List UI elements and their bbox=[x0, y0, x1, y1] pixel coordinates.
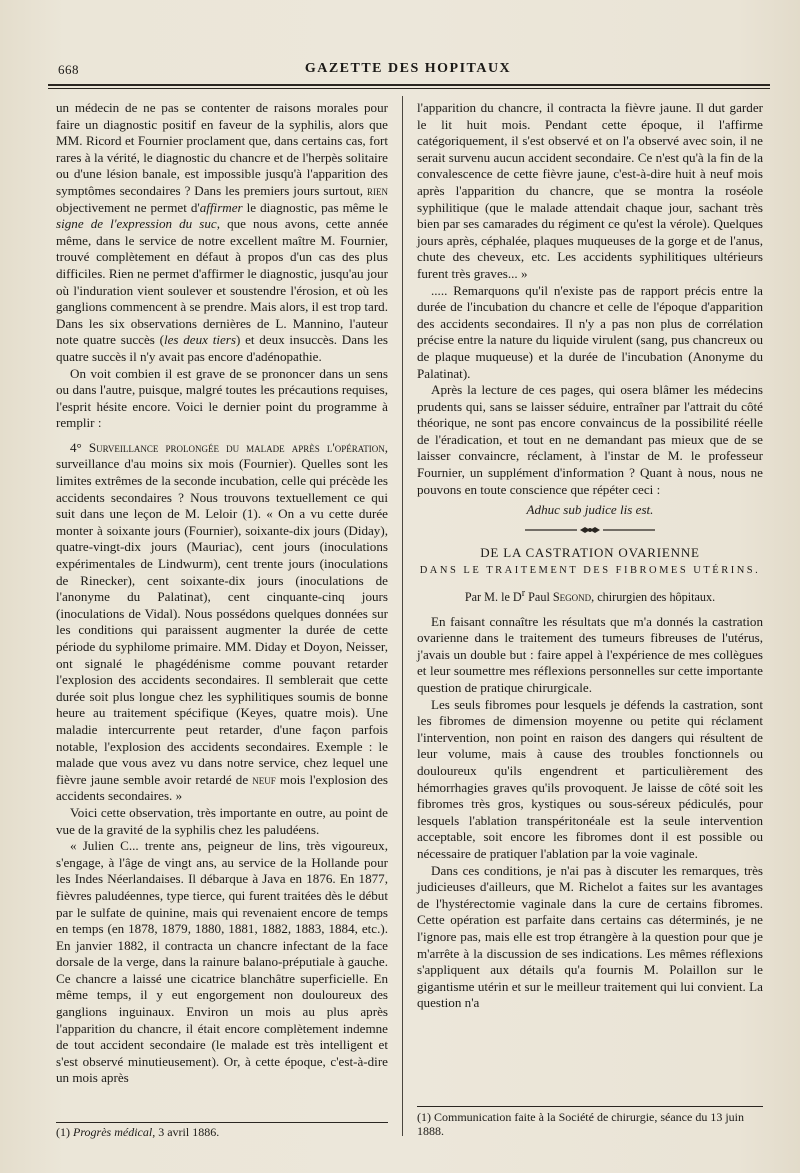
byline-suffix: , chirurgien des hôpitaux. bbox=[591, 590, 716, 605]
paragraph: « Julien C... trente ans, peigneur de lins, très vigoureux, s'engage, à l'âge de vingt ans, au service de la Hollande pour les Indes Néerlandaises. Il débarque à Java en 1876. En 1877, fièvres paludéennes, type tierce, qui furent traitées dès le début par le sulfate de quinine, mais qui revenaient encore de temps en temps (en 1878, 1879, 1880, 1881, 1882, 1883, 1884, etc.). En janvier 1882, il contracta un chancre infectant de la face dorsale de la verge, dans la rainure balano-préputiale à gauche. Ce chancre a laissé une cicatrice blanchâtre superficielle. En même temps, il y eut engorgement non douloureux des ganglions inguinaux. Environ un mois au plus après l'apparition du chancre, il était encore complètement indemne de tout accident secondaire (le malade est très intelligent et s'est observé minutieusement). Or, à cette époque, c'est-à-dire un mois après bbox=[56, 838, 388, 1086]
text-run: ) et deux insuccès. Dans les quatre succès il n'y avait pas encore d'adénopathie. bbox=[56, 332, 388, 364]
italic-phrase: signe de l'expression du suc bbox=[56, 216, 217, 232]
left-column bbox=[56, 100, 388, 1087]
page-header bbox=[48, 58, 768, 82]
article-byline bbox=[417, 586, 763, 606]
footnote-source: Progrès médical bbox=[73, 1125, 153, 1139]
signoff: Adhuc sub judice lis est. bbox=[526, 502, 654, 518]
text-run: un médecin de ne pas se contenter de raisons morales pour faire un diagnostic positif en faveur de la syphilis, alors que MM. Ricord et Fournier proclament que, dans certains cas, fort rares à la vérité, le diagnostic du chancre et de l'herpès solitaire ou d'une lésion banale, est impossible jusqu'à l'apparition des symptômes secondaires ? Dans les premiers jours surtout, bbox=[56, 100, 388, 198]
byline-superscript: r bbox=[521, 588, 526, 600]
small-caps-word: neuf bbox=[252, 771, 276, 787]
paragraph: ..... Remarquons qu'il n'existe pas de rapport précis entre la durée de l'incubation du chancre et celle de l'époque d'apparition des accidents secondaires. Il n'y a pas non plus de corrélation précise entre la nature du liquide virulent (sang, pus chancreux ou de plaque muqueuse) et la durée de l'incubation (Anonyme du Palatinat). bbox=[417, 282, 763, 381]
text-run: surveillance d'au moins six mois (Fournier). Quelles sont les limites extrêmes de la seconde incubation, celle qui précède les accidents secondaires ? Nous trouvons textuellement ce qui suit dans une leçon de M. Leloir (1). « On a vu cette durée monter à soixante jours (Fournier), soixante-dix jours (Diday), quatre-vingt-dix jours (Mauriac), cent jours (inoculations expérimentales de Lindwurm), cent trente jours (inoculations de Rinecker), cent soixante-dix jours (inoculations de l'anonyme du Palatinat), cent cinquante-cinq jours (inoculations de Vidal). Nous possédons quelques données sur les conditions qui paraissent augmenter la durée de cette période du syphilome primaire. MM. Diday et Doyon, Neisser, ont signalé le phagédénisme comme pouvant retarder l'explosion des accidents secondaires. Il semblerait que cette durée soit plus longue chez les syphilitiques soumis de bonne heure au traitement spécifique (Keyes, quatre mois). Une maladie intercurrente peut retarder, d'une façon parfois notable, l'explosion des accidents secondaires. Exemple : le malade que vous avez vu dans notre service, chez lequel une fièvre jaune semble avoir retardé de bbox=[56, 456, 388, 787]
running-title: GAZETTE DES HOPITAUX bbox=[304, 61, 512, 76]
section-heading-inline: 4° Surveillance prolongée du malade après l'opération, bbox=[70, 439, 388, 455]
paragraph: On voit combien il est grave de se prononcer dans un sens ou dans l'autre, puisque, malgré toutes les précautions requises, l'esprit hésite encore. Voici le dernier point du programme à remplir : bbox=[56, 365, 388, 431]
paragraph bbox=[56, 100, 388, 366]
paragraph: En faisant connaître les résultats que m'a donnés la castration ovarienne dans le traitement des tumeurs fibreuses de l'utérus, j'avais un double but : faire appel à l'expérience de mes collègues et leur soumettre mes réflexions personnelles sur cette importante question de pratique chirurgicale. bbox=[417, 613, 763, 696]
right-column bbox=[417, 100, 763, 1012]
paragraph bbox=[56, 440, 388, 805]
paragraph: Les seuls fibromes pour lesquels je défends la castration, sont les fibromes de dimension moyenne ou petite qui réclament l'intervention, non point en raison des dangers qui résultent de leur volume, mais à cause des troubles fonctionnels ou douloureux qu'ils engendrent et particulièrement des hémorrhagies graves qu'ils provoquent. Je laisse de côté soit les fibromes très gros, kystiques ou sous-séreux pédiculés, pour lesquels l'ablation transpéritonéale est la seule intervention acceptable, soit encore les fibromes dont il est possible ou nécessaire de pratiquer l'ablation par la voie vaginale. bbox=[417, 696, 763, 861]
footnote-date: , 3 avril 1886. bbox=[152, 1125, 220, 1139]
italic-phrase: les deux tiers bbox=[163, 332, 236, 348]
byline-first-name: Paul bbox=[525, 590, 553, 605]
paragraph: Après la lecture de ces pages, qui osera blâmer les médecins prudents qui, sans se laisser séduire, entraîner par l'attrait du côté théorique, ne sont pas encore convaincus de la possibilité réelle de l'éradication, et tout en ne demandant pas mieux que de se laisser convaincre, réclament, à l'instar de M. le professeur Fournier, un supplément d'information ? Quant à nous, nous ne pouvons en toute conscience que répéter ceci : bbox=[417, 382, 763, 497]
footnote-left bbox=[56, 1125, 388, 1140]
header-rule-thin bbox=[48, 88, 770, 89]
header-rule bbox=[48, 84, 770, 86]
column-divider bbox=[402, 96, 403, 1136]
paragraph: Dans ces conditions, je n'ai pas à discuter les remarques, très judicieuses d'ailleurs, que M. Richelot a faites sur les avantages de l'hystérectomie vaginale dans la cure de certains fibromes. Cette opération est parfaite dans certains cas déterminés, je ne l'ignore pas, mais elle est trop étrangère à la question pour que je m'arrête à la discussion de ses indications. Les mêmes réflexions s'appliquent aux détails qu'a fournis M. Polaillon sur le gigantisme utérin et sur le meilleur traitement qui lui convient. La question n'a bbox=[417, 862, 763, 1011]
text-run: objectivement ne permet d' bbox=[56, 199, 200, 215]
article-subtitle: DANS LE TRAITEMENT DES FIBROMES UTÉRINS. bbox=[419, 565, 761, 577]
paragraph: Voici cette observation, très importante en outre, au point de vue de la gravité de la syphilis chez les paludéens. bbox=[56, 804, 388, 837]
byline-prefix: Par M. le D bbox=[464, 590, 522, 605]
article-title: DE LA CASTRATION OVARIENNE bbox=[480, 544, 700, 560]
page-number: 668 bbox=[58, 62, 79, 77]
italic-word: affirmer bbox=[199, 199, 243, 215]
footnote-rule bbox=[417, 1106, 763, 1107]
footnote-right: (1) Communication faite à la Société de chirurgie, séance du 13 juin 1888. bbox=[417, 1110, 745, 1138]
small-caps-word: rien bbox=[366, 182, 388, 198]
byline-surname: Segond bbox=[552, 590, 592, 605]
footnote-number: (1) bbox=[56, 1125, 73, 1139]
text-run: le diagnostic, pas même le bbox=[242, 199, 388, 215]
text-run: , que nous avons, cette année même, dans le service de notre excellent maître M. Fournier, trouvé complètement en défaut à propos d'un cas des plus difficiles. Rien ne permet d'affirmer le diagnostic, jusqu'au jour où l'induration vient soulever et soustendre l'érosion, et où les ganglions commencent à se prendre. Mais alors, il est trop tard. Dans les six observations dernières de L. Mannino, l'auteur note quatre succès ( bbox=[56, 216, 389, 348]
paragraph: l'apparition du chancre, il contracta la fièvre jaune. Il dut garder le lit huit mois. Pendant cette époque, il l'affirme catégoriquement, il s'est observé et on l'a observé avec soin, il ne serait survenu aucun accident secondaire. Ce n'est qu'à la fin de la convalescence de cette fièvre jaune, c'est-à-dire huit à neuf mois après l'apparition du chancre, que se montra la roséole syphilitique (que le malade attendait chaque jour, sachant très bien par ses camarades du régiment ce qu'est la vérole). Quelques jours après, céphalée, plaques muqueuses de la gorge et de l'anus, chute des cheveux, etc. Les accidents syphilitiques ultérieurs furent très graves... » bbox=[417, 100, 763, 281]
ornament-divider bbox=[525, 525, 655, 535]
text-run: mois l'explosion des accidents secondaires. » bbox=[56, 771, 388, 804]
footnote-rule bbox=[56, 1122, 388, 1123]
